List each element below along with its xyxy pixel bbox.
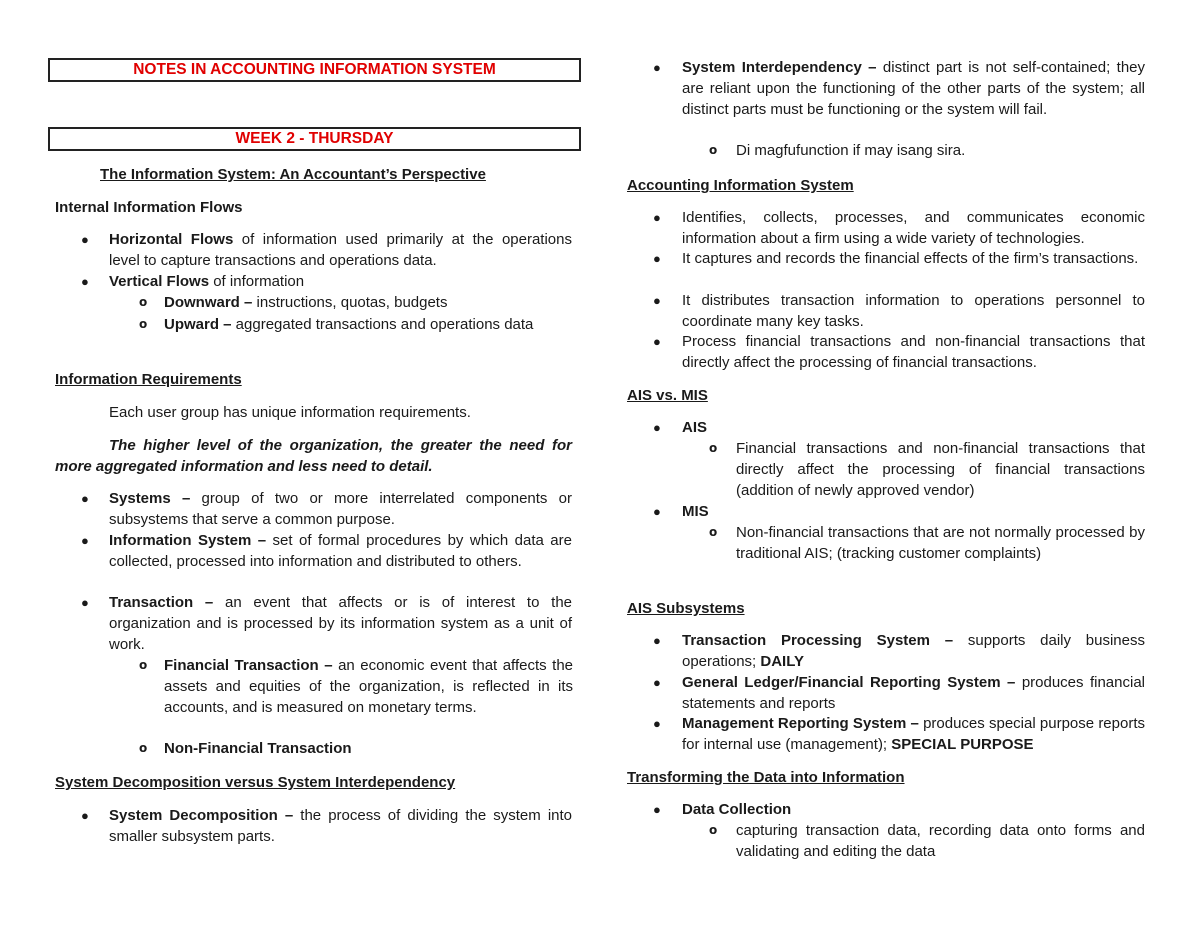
bullet-icon: ●: [81, 533, 89, 548]
bullet-icon: ●: [81, 274, 89, 289]
system-interdependency-item: System Interdependency – distinct part is not self-contained; they are reliant upon the functioning of the other parts of the system; all distinct parts must be functioning or the system will fail.: [682, 59, 1145, 118]
information-system-item: Information System – set of formal procedures by which data are collected, processed into information and distributed to others.: [109, 532, 572, 570]
document-title: NOTES IN ACCOUNTING INFORMATION SYSTEM: [48, 58, 581, 82]
info-requirements-heading: Information Requirements: [55, 371, 242, 388]
general-ledger-item: General Ledger/Financial Reporting System – produces financial statements and reports: [682, 674, 1146, 712]
financial-transaction-item: Financial Transaction – an economic event that affects the assets and equities of the organization, is reflected in its accounts, and is measured on monetary terms.: [164, 657, 573, 716]
upward-item: Upward – aggregated transactions and operations data: [164, 316, 534, 333]
circle-bullet-icon: o: [139, 658, 148, 672]
circle-bullet-icon: o: [709, 143, 718, 157]
aggregation-statement: The higher level of the organization, the greater the need for more aggregated information and less need to detail.: [55, 437, 572, 475]
bullet-icon: ●: [81, 232, 89, 247]
bullet-icon: ●: [81, 491, 89, 506]
circle-bullet-icon: o: [139, 741, 148, 755]
bullet-icon: ●: [81, 808, 89, 823]
info-requirements-para: Each user group has unique information requirements.: [109, 404, 471, 421]
ais-vs-mis-heading: AIS vs. MIS: [627, 387, 708, 404]
bullet-icon: ●: [653, 675, 661, 690]
bullet-icon: ●: [653, 293, 661, 308]
internal-flows-heading: Internal Information Flows: [55, 199, 243, 216]
mis-label: MIS: [682, 503, 709, 520]
bullet-icon: ●: [81, 595, 89, 610]
transforming-heading: Transforming the Data into Information: [627, 769, 905, 786]
data-collection-description: capturing transaction data, recording data onto forms and validating and editing the data: [736, 822, 1145, 860]
bullet-icon: ●: [653, 420, 661, 435]
non-financial-transaction-item: Non-Financial Transaction: [164, 740, 352, 757]
ais-item: It captures and records the financial effects of the firm’s transactions.: [682, 250, 1139, 267]
vertical-flows-item: Vertical Flows of information: [109, 273, 305, 290]
tps-item: Transaction Processing System – supports daily business operations; DAILY: [682, 632, 1145, 670]
interdependency-note: Di magfufunction if may isang sira.: [736, 142, 966, 159]
bullet-icon: ●: [653, 802, 661, 817]
circle-bullet-icon: o: [709, 441, 718, 455]
bullet-icon: ●: [653, 504, 661, 519]
decomposition-heading: System Decomposition versus System Interdependency: [55, 774, 456, 791]
bullet-icon: ●: [653, 633, 661, 648]
circle-bullet-icon: o: [139, 295, 148, 309]
ais-item: Process financial transactions and non-financial transactions that directly affect the processing of financial transactions.: [682, 333, 1145, 371]
systems-item: Systems – group of two or more interrelated components or subsystems that serve a common purpose.: [109, 490, 573, 528]
system-decomposition-item: System Decomposition – the process of dividing the system into smaller subsystem parts.: [109, 807, 572, 845]
bullet-icon: ●: [653, 251, 661, 266]
data-collection-label: Data Collection: [682, 801, 792, 818]
circle-bullet-icon: o: [709, 823, 718, 837]
ais-label: AIS: [682, 419, 708, 436]
circle-bullet-icon: o: [139, 317, 148, 331]
bullet-icon: ●: [653, 210, 661, 225]
week-title: WEEK 2 - THURSDAY: [48, 127, 581, 151]
circle-bullet-icon: o: [709, 525, 718, 539]
bullet-icon: ●: [653, 60, 661, 75]
horizontal-flows-item: Horizontal Flows of information used primarily at the operations level to capture transactions and operations data.: [109, 231, 572, 269]
ais-item: Identifies, collects, processes, and communicates economic information about a firm using a wide variety of technologies.: [682, 209, 1145, 247]
ais-subsystems-heading: AIS Subsystems: [627, 600, 745, 617]
section-subtitle: The Information System: An Accountant’s Perspective: [100, 166, 486, 183]
mis-description: Non-financial transactions that are not normally processed by traditional AIS; (tracking customer complaints): [736, 524, 1145, 562]
downward-item: Downward – instructions, quotas, budgets: [164, 294, 448, 311]
ais-item: It distributes transaction information to operations personnel to coordinate many key tasks.: [682, 292, 1145, 330]
ais-heading: Accounting Information System: [627, 177, 854, 194]
management-reporting-item: Management Reporting System – produces special purpose reports for internal use (management); SPECIAL PURPOSE: [682, 715, 1145, 753]
bullet-icon: ●: [653, 716, 661, 731]
bullet-icon: ●: [653, 334, 661, 349]
ais-description: Financial transactions and non-financial transactions that directly affect the processing of financial transactions (addition of newly approved vendor): [736, 440, 1145, 499]
transaction-item: Transaction – an event that affects or is of interest to the organization and is processed by its information system as a unit of work.: [109, 594, 572, 653]
